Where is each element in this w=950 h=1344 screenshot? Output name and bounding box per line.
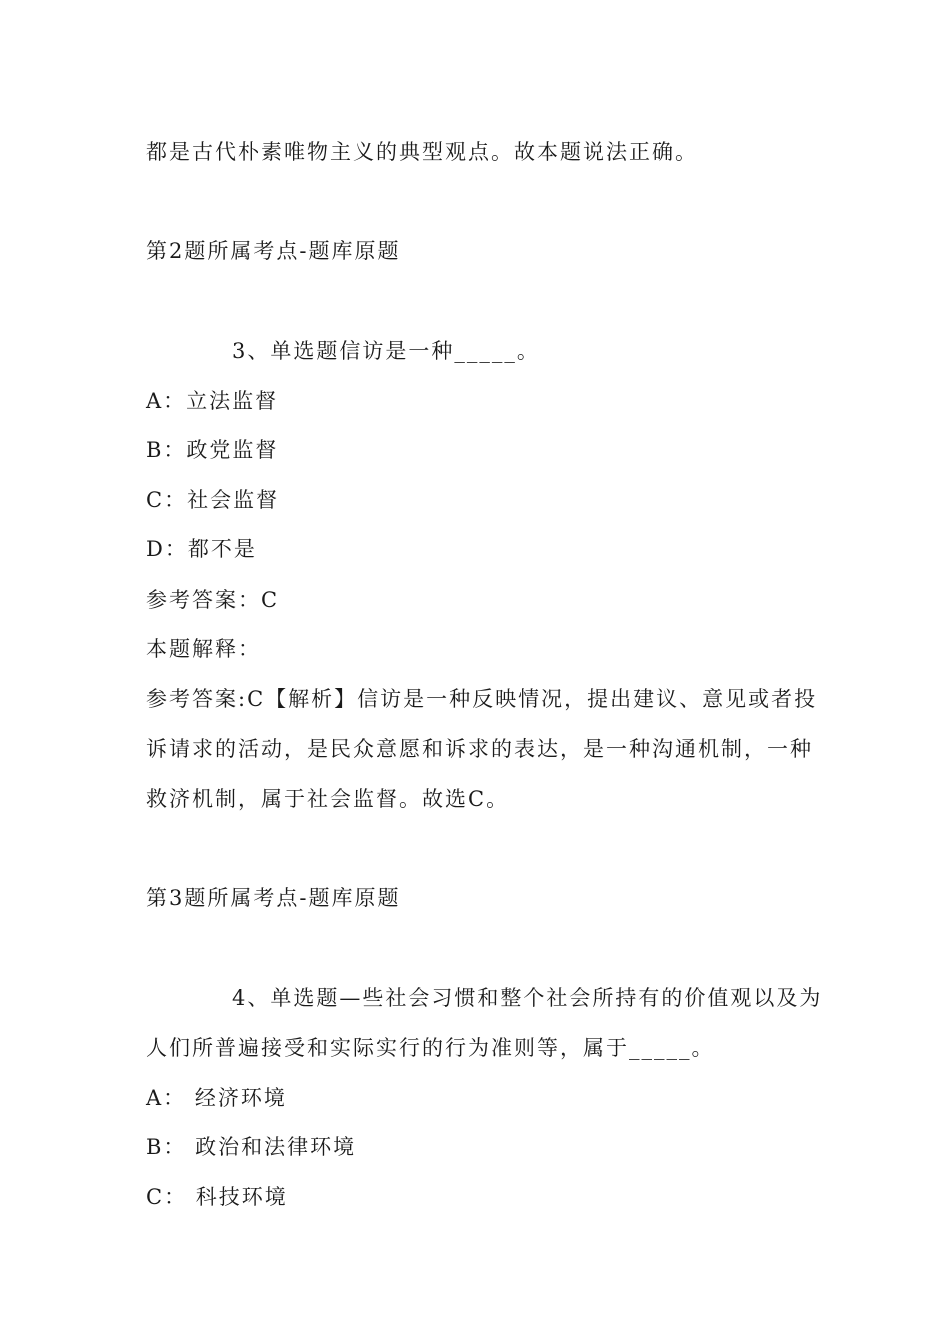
q2-topic: 第2题所属考点-题库原题	[146, 239, 401, 263]
q3-stem: 3、单选题信访是一种_____。	[232, 339, 540, 363]
q4-stem-line-2: 人们所普遍接受和实际实行的行为准则等，属于_____。	[146, 1036, 715, 1060]
q3-explanation-line-1: 参考答案:C【解析】信访是一种反映情况，提出建议、意见或者投	[146, 687, 818, 711]
q3-explanation-label: 本题解释：	[146, 637, 261, 661]
q4-option-b: B： 政治和法律环境	[146, 1135, 357, 1159]
q3-option-c: C：社会监督	[146, 488, 280, 512]
q2-explanation-tail: 都是古代朴素唯物主义的典型观点。故本题说法正确。	[146, 140, 698, 164]
q4-stem-line-1: 4、单选题—些社会习惯和整个社会所持有的价值观以及为	[232, 986, 823, 1010]
q4-option-c: C： 科技环境	[146, 1185, 288, 1209]
q3-topic: 第3题所属考点-题库原题	[146, 886, 401, 910]
q3-answer: 参考答案：C	[146, 588, 280, 612]
q3-option-d: D：都不是	[146, 537, 257, 561]
q3-explanation-line-3: 救济机制，属于社会监督。故选C。	[146, 787, 510, 811]
q3-option-a: A：立法监督	[146, 389, 279, 413]
q4-option-a: A： 经济环境	[146, 1086, 287, 1110]
q3-option-b: B：政党监督	[146, 438, 279, 462]
q3-explanation-line-2: 诉请求的活动，是民众意愿和诉求的表达，是一种沟通机制，一种	[146, 737, 813, 761]
